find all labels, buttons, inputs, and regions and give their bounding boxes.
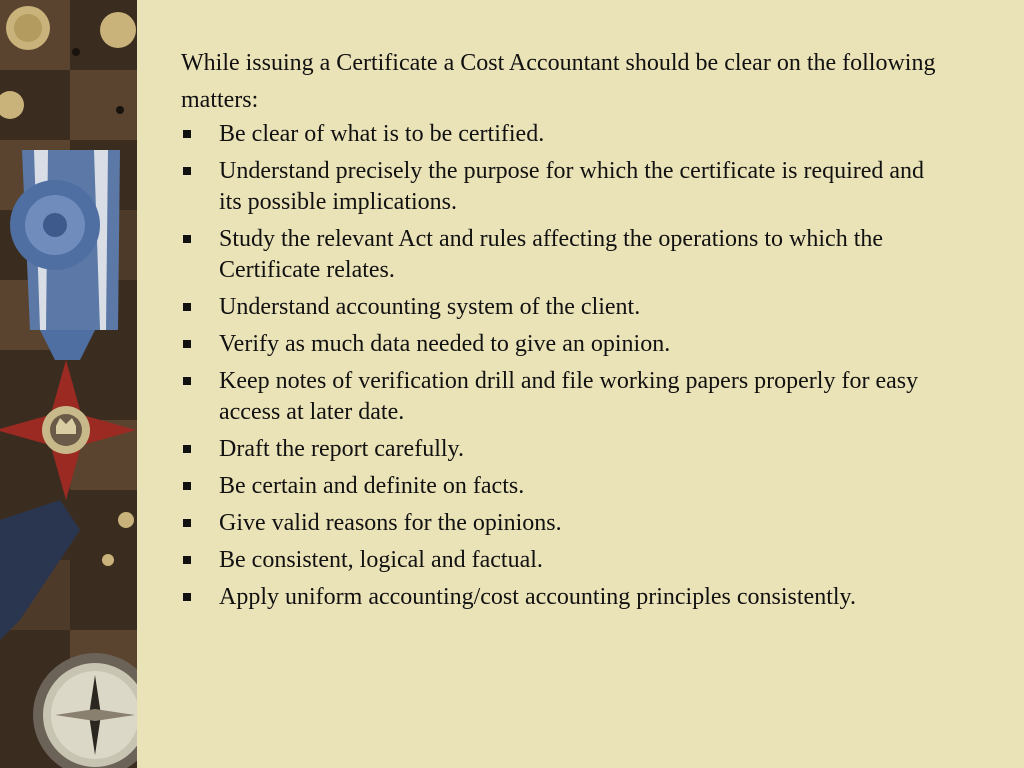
list-item	[181, 582, 941, 613]
list-item-text: Be certain and definite on facts.	[219, 473, 525, 499]
square-bullet-icon	[183, 130, 191, 138]
decorative-medal-image	[0, 0, 137, 768]
list-item	[181, 471, 941, 502]
square-bullet-icon	[183, 519, 191, 527]
list-item	[181, 366, 941, 428]
square-bullet-icon	[183, 340, 191, 348]
list-item-text: Be clear of what is to be certified.	[219, 121, 545, 147]
list-item-text: Apply uniform accounting/cost accounting principles consistently.	[219, 584, 856, 610]
list-item-text: Understand accounting system of the client.	[219, 294, 641, 320]
list-item	[181, 434, 941, 465]
square-bullet-icon	[183, 235, 191, 243]
list-item	[181, 508, 941, 539]
list-item-text: Verify as much data needed to give an opinion.	[219, 331, 671, 357]
list-item-text: Keep notes of verification drill and file working papers properly for easy access at later date.	[219, 368, 919, 425]
list-item-text: Give valid reasons for the opinions.	[219, 510, 562, 536]
list-item	[181, 292, 941, 323]
list-item	[181, 545, 941, 576]
square-bullet-icon	[183, 445, 191, 453]
square-bullet-icon	[183, 377, 191, 385]
list-item	[181, 119, 941, 150]
square-bullet-icon	[183, 593, 191, 601]
intro-paragraph: While issuing a Certificate a Cost Accountant should be clear on the following matters:	[181, 50, 936, 113]
list-item-text: Be consistent, logical and factual.	[219, 547, 543, 573]
medal-illustration	[0, 0, 137, 768]
list-item	[181, 329, 941, 360]
bullet-list	[181, 119, 941, 613]
square-bullet-icon	[183, 167, 191, 175]
slide-content	[181, 45, 941, 619]
list-item	[181, 224, 941, 286]
square-bullet-icon	[183, 556, 191, 564]
square-bullet-icon	[183, 482, 191, 490]
list-item-text: Study the relevant Act and rules affecting the operations to which the Certificate relates.	[219, 226, 884, 283]
list-item	[181, 156, 941, 218]
list-item-text: Draft the report carefully.	[219, 436, 464, 462]
square-bullet-icon	[183, 303, 191, 311]
list-item-text: Understand precisely the purpose for which the certificate is required and its possible implications.	[219, 158, 925, 215]
